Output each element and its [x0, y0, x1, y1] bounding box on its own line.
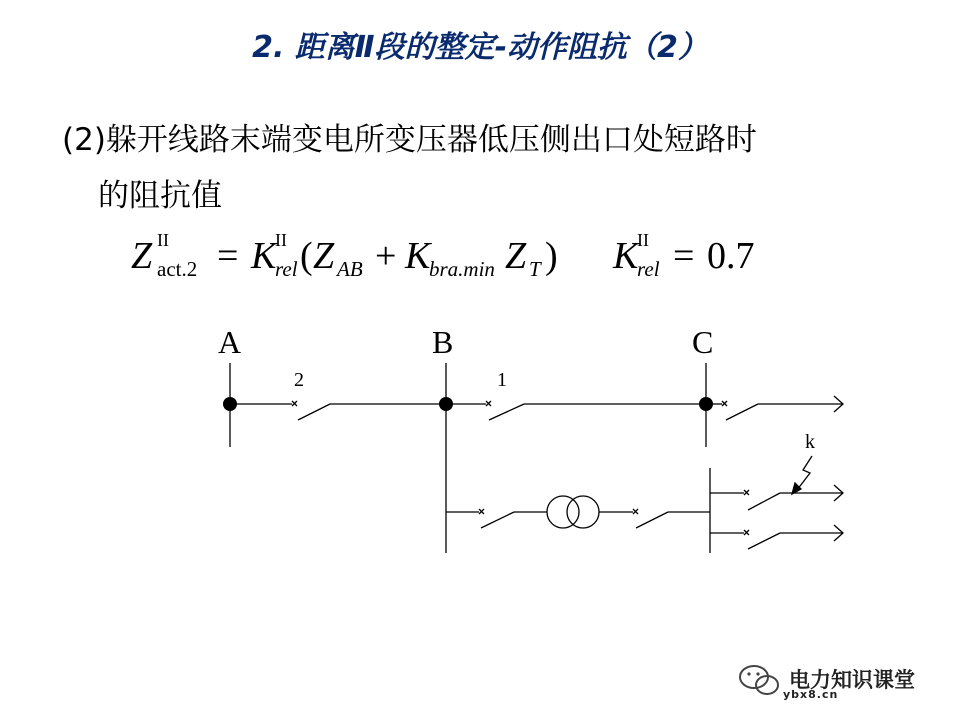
- formula-Z: Z: [313, 235, 335, 277]
- body-text-line-1: (2)躲开线路末端变电所变压器低压侧出口处短路时: [62, 122, 757, 158]
- line-BC: [446, 401, 706, 420]
- transformer-branch: [446, 496, 710, 528]
- fault-arrow-k: [792, 456, 812, 494]
- formula-equals: =: [217, 235, 239, 277]
- formula-rparen: ): [545, 235, 558, 277]
- formula-value: 0.7: [707, 235, 755, 277]
- bus-B-dot: [439, 397, 453, 411]
- formula-K: K: [251, 235, 277, 277]
- formula-sup: II: [157, 230, 169, 250]
- formula-sub-rel: rel: [637, 257, 660, 281]
- line-C-out: [706, 396, 843, 420]
- formula-K: K: [613, 235, 639, 277]
- bus-A-dot: [223, 397, 237, 411]
- formula-sub-act: act.2: [157, 257, 198, 281]
- formula-Z: Z: [505, 235, 527, 277]
- lv-feeder-2: [710, 525, 843, 549]
- formula-sub-T: T: [529, 257, 541, 281]
- breaker-label-2: 2: [294, 369, 304, 391]
- formula-plus: +: [375, 235, 397, 277]
- formula-sub-AB: AB: [337, 257, 363, 281]
- formula-sub-rel: rel: [275, 257, 298, 281]
- watermark: [737, 662, 937, 702]
- formula-equals: =: [673, 235, 695, 277]
- formula-Z: Z: [131, 235, 153, 277]
- slide-title: 2. 距离Ⅱ段的整定-动作阻抗（2）: [252, 30, 708, 65]
- transformer-winding-2: [567, 496, 599, 528]
- watermark-site: ybx8.cn: [783, 688, 839, 701]
- formula-K: K: [405, 235, 431, 277]
- watermark-name: 电力知识课堂: [789, 668, 915, 692]
- transformer-winding-1: [547, 496, 579, 528]
- chat-bubble-icon: [737, 662, 783, 700]
- formula-sup: II: [275, 230, 287, 250]
- breaker-label-1: 1: [497, 369, 507, 391]
- body-text-line-2: 的阻抗值: [98, 178, 222, 214]
- formula-sub-bra: bra.min: [429, 257, 495, 281]
- line-AB: [230, 401, 446, 420]
- bus-C-dot: [699, 397, 713, 411]
- node-label-B: B: [432, 324, 454, 360]
- formula-sup: II: [637, 230, 649, 250]
- fault-label-k: k: [805, 431, 815, 453]
- node-label-A: A: [218, 324, 242, 360]
- formula-lparen: (: [300, 235, 313, 277]
- node-label-C: C: [692, 324, 714, 360]
- lv-feeder-1: [710, 485, 843, 510]
